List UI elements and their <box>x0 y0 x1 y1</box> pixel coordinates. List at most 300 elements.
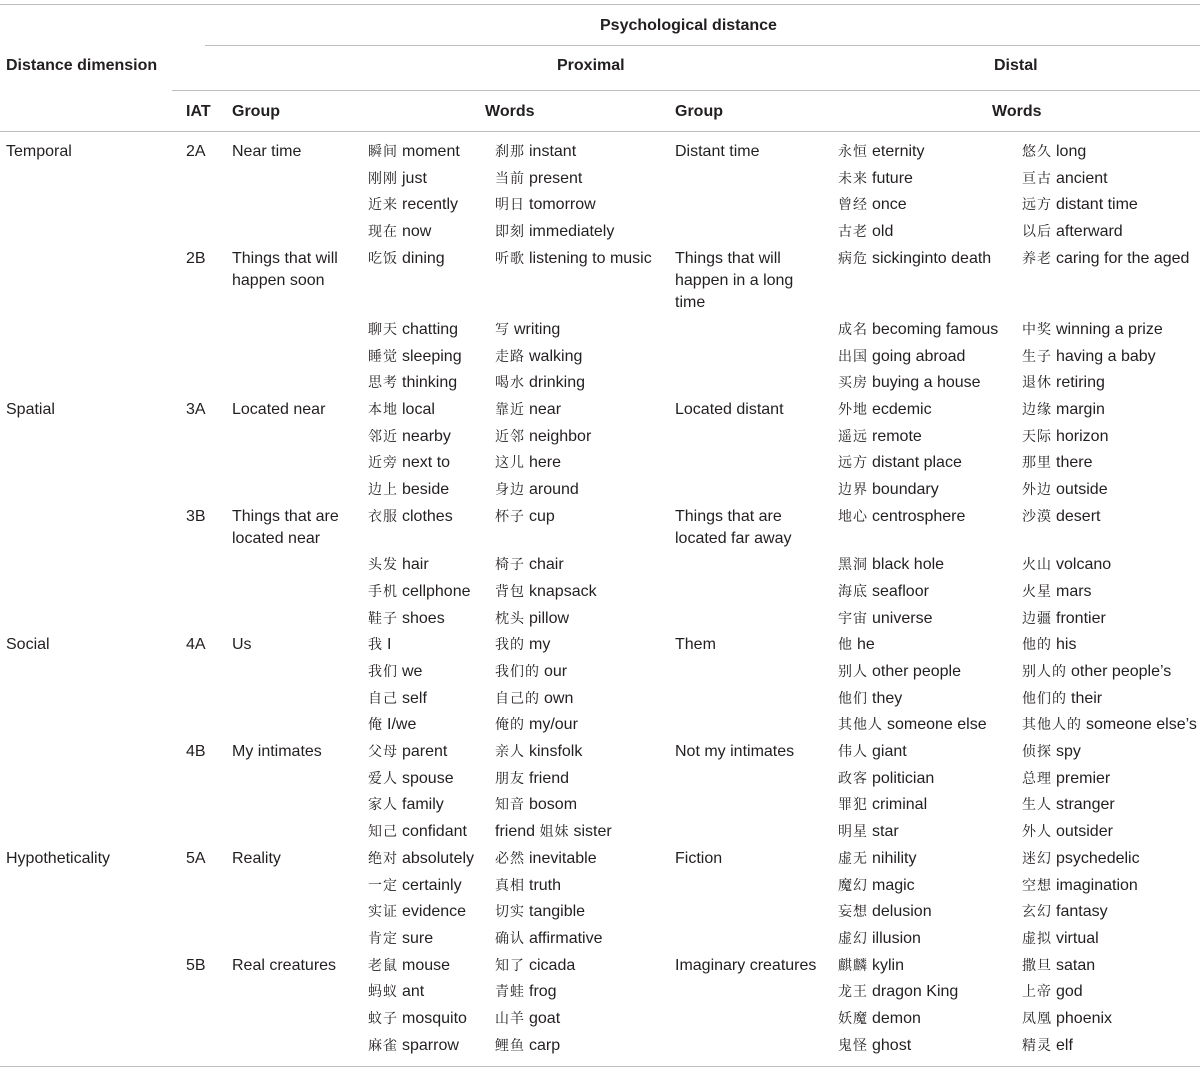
word-chinese: 姐妹 <box>539 824 570 840</box>
word-english: old <box>872 223 894 240</box>
distal-word-1 <box>838 794 927 816</box>
word-english: beside <box>402 481 450 498</box>
word-english: carp <box>529 1037 561 1054</box>
word-chinese: 外人 <box>1022 824 1052 840</box>
word-chinese: 蚊子 <box>368 1011 398 1027</box>
word-chinese: 我们的 <box>495 664 540 680</box>
distal-word-1 <box>838 714 987 736</box>
distal-word-1 <box>838 554 944 576</box>
word-english: delusion <box>872 903 932 920</box>
word-chinese: 肯定 <box>368 931 398 947</box>
word-english: pillow <box>529 610 570 627</box>
word-english: neighbor <box>529 428 592 445</box>
proximal-word-1 <box>368 506 453 528</box>
word-english: star <box>872 823 899 840</box>
distal-word-2 <box>1022 426 1108 448</box>
distal-word-2 <box>1022 794 1115 816</box>
proximal-word-2 <box>495 794 577 816</box>
word-chinese: 成名 <box>838 322 868 338</box>
word-chinese: 椅子 <box>495 557 525 573</box>
distal-word-1 <box>838 955 904 977</box>
word-chinese: 伟人 <box>838 744 868 760</box>
word-english: just <box>402 170 427 187</box>
word-chinese: 虚拟 <box>1022 931 1052 947</box>
proximal-word-2 <box>495 506 555 528</box>
word-chinese: 朋友 <box>495 771 525 787</box>
iat-cell: 3B <box>186 508 206 525</box>
proximal-word-1 <box>368 221 431 243</box>
iat-cell: 5B <box>186 957 206 974</box>
word-chinese: 亘古 <box>1022 171 1052 187</box>
proximal-word-2 <box>495 875 561 897</box>
word-english: premier <box>1056 770 1111 787</box>
word-english: tomorrow <box>529 196 596 213</box>
word-chinese: 当前 <box>495 171 525 187</box>
word-english: our <box>544 663 568 680</box>
distal-word-2 <box>1022 875 1138 897</box>
word-english: clothes <box>402 508 453 525</box>
distal-word-1 <box>838 506 965 528</box>
word-english: someone else <box>887 716 987 733</box>
header-proximal: Proximal <box>557 57 625 74</box>
word-english: kylin <box>872 957 905 974</box>
word-english: certainly <box>402 877 462 894</box>
distal-word-1 <box>838 399 932 421</box>
distal-word-1 <box>838 141 924 163</box>
proximal-word-2 <box>495 141 576 163</box>
distal-word-2 <box>1022 194 1138 216</box>
distal-word-2 <box>1022 1008 1112 1030</box>
word-chinese: 玄幻 <box>1022 904 1052 920</box>
word-chinese: 本地 <box>368 402 398 418</box>
word-english: afterward <box>1056 223 1123 240</box>
word-chinese: 知了 <box>495 958 525 974</box>
word-english: satan <box>1056 957 1096 974</box>
distal-word-2 <box>1022 168 1108 190</box>
distal-word-2 <box>1022 372 1105 394</box>
word-chinese: 亲人 <box>495 744 525 760</box>
word-english: dragon King <box>872 983 959 1000</box>
distal-word-2 <box>1022 346 1156 368</box>
word-english: self <box>402 690 427 707</box>
word-english: now <box>402 223 432 240</box>
word-chinese: 虚幻 <box>838 931 868 947</box>
word-chinese: 鲤鱼 <box>495 1038 525 1054</box>
proximal-word-2 <box>495 608 569 630</box>
word-english: confidant <box>402 823 467 840</box>
word-chinese: 他们的 <box>1022 691 1067 707</box>
header-rule-1 <box>205 45 1200 46</box>
word-english: nearby <box>402 428 451 445</box>
distal-group-cell: Located distant <box>675 401 784 418</box>
word-english: distant place <box>872 454 962 471</box>
distal-word-2 <box>1022 399 1105 421</box>
word-english: drinking <box>529 374 586 391</box>
word-english: absolutely <box>402 850 475 867</box>
word-chinese: 侦探 <box>1022 744 1052 760</box>
word-chinese: 古老 <box>838 224 868 240</box>
distal-word-1 <box>838 661 961 683</box>
word-chinese: 靠近 <box>495 402 525 418</box>
word-english: he <box>857 636 875 653</box>
distal-word-1 <box>838 928 921 950</box>
word-english: becoming famous <box>872 321 999 338</box>
proximal-word-2 <box>495 901 585 923</box>
proximal-word-2 <box>495 981 557 1003</box>
header-group-distal: Group <box>675 103 723 120</box>
word-chinese: 知音 <box>495 797 525 813</box>
word-english: there <box>1056 454 1093 471</box>
proximal-group-cell: Located near <box>232 401 326 418</box>
word-chinese: 确认 <box>495 931 525 947</box>
word-english: family <box>402 796 444 813</box>
word-english: virtual <box>1056 930 1099 947</box>
word-chinese: 吃饭 <box>368 251 398 267</box>
word-chinese: 父母 <box>368 744 398 760</box>
word-chinese: 边疆 <box>1022 611 1052 627</box>
proximal-word-1 <box>368 768 454 790</box>
word-english: present <box>529 170 583 187</box>
proximal-word-1 <box>368 141 460 163</box>
distal-group-cell: located far away <box>675 530 792 547</box>
word-english: I/we <box>387 716 417 733</box>
proximal-word-1 <box>368 714 416 736</box>
word-english: spouse <box>402 770 454 787</box>
proximal-group-cell: Near time <box>232 143 302 160</box>
header-rule-2 <box>172 90 1200 91</box>
word-english: universe <box>872 610 933 627</box>
word-english: mouse <box>402 957 451 974</box>
word-english: magic <box>872 877 915 894</box>
word-chinese: 沙漠 <box>1022 509 1052 525</box>
proximal-word-1 <box>368 452 450 474</box>
distal-group-cell: Distant time <box>675 143 760 160</box>
word-chinese: 边缘 <box>1022 402 1052 418</box>
distal-word-2 <box>1022 479 1108 501</box>
word-english: immediately <box>529 223 615 240</box>
proximal-word-1 <box>368 319 458 341</box>
word-chinese: 身边 <box>495 482 525 498</box>
word-chinese: 那里 <box>1022 455 1052 471</box>
word-english: long <box>1056 143 1087 160</box>
word-english: sister <box>573 823 612 840</box>
distal-word-2 <box>1022 608 1106 630</box>
distal-word-1 <box>838 741 907 763</box>
iat-cell: 4B <box>186 743 206 760</box>
word-english: they <box>872 690 903 707</box>
distal-word-1 <box>838 848 916 870</box>
word-chinese: 听歌 <box>495 251 525 267</box>
word-english: truth <box>529 877 562 894</box>
proximal-word-2 <box>495 248 652 270</box>
word-chinese: 刚刚 <box>368 171 398 187</box>
proximal-word-1 <box>368 741 447 763</box>
proximal-group-cell: located near <box>232 530 321 547</box>
word-english: ancient <box>1056 170 1108 187</box>
word-chinese: 政客 <box>838 771 868 787</box>
word-chinese: 凤凰 <box>1022 1011 1052 1027</box>
word-english: cup <box>529 508 555 525</box>
proximal-word-2 <box>495 479 579 501</box>
word-english: god <box>1056 983 1083 1000</box>
word-english: thinking <box>402 374 458 391</box>
proximal-group-cell: My intimates <box>232 743 322 760</box>
proximal-word-1 <box>368 848 474 870</box>
word-english: psychedelic <box>1056 850 1140 867</box>
word-english: outsider <box>1056 823 1113 840</box>
word-english: moment <box>402 143 460 160</box>
word-english: going abroad <box>872 348 966 365</box>
proximal-word-1 <box>368 794 444 816</box>
header-iat: IAT <box>186 103 211 120</box>
word-english: illusion <box>872 930 921 947</box>
proximal-word-2 <box>495 581 597 603</box>
word-english: chatting <box>402 321 459 338</box>
proximal-word-1 <box>368 955 450 977</box>
word-chinese: 麻雀 <box>368 1038 398 1054</box>
word-english: fantasy <box>1056 903 1108 920</box>
proximal-word-1 <box>368 981 424 1003</box>
proximal-word-2 <box>495 848 597 870</box>
distal-word-1 <box>838 875 915 897</box>
word-english: giant <box>872 743 907 760</box>
word-english: caring for the aged <box>1056 250 1190 267</box>
word-chinese: 外边 <box>1022 482 1052 498</box>
word-english: cicada <box>529 957 576 974</box>
proximal-word-2 <box>495 168 582 190</box>
bottom-rule <box>0 1066 1200 1067</box>
word-english: instant <box>529 143 577 160</box>
word-chinese: 其他人 <box>838 717 883 733</box>
word-chinese: 家人 <box>368 797 398 813</box>
word-chinese: 近来 <box>368 197 398 213</box>
proximal-word-1 <box>368 248 445 270</box>
word-english: my/our <box>529 716 578 733</box>
word-chinese: 俺的 <box>495 717 525 733</box>
word-chinese: 喝水 <box>495 375 525 391</box>
word-chinese: 总理 <box>1022 771 1052 787</box>
word-english: ghost <box>872 1037 912 1054</box>
distal-word-1 <box>838 581 929 603</box>
distal-word-2 <box>1022 554 1111 576</box>
word-english: buying a house <box>872 374 981 391</box>
distal-word-2 <box>1022 221 1123 243</box>
word-english: parent <box>402 743 448 760</box>
distal-word-2 <box>1022 768 1110 790</box>
word-english: tangible <box>529 903 586 920</box>
word-english: outside <box>1056 481 1108 498</box>
word-english: boundary <box>872 481 939 498</box>
word-english: black hole <box>872 556 945 573</box>
header-words-distal: Words <box>992 103 1042 120</box>
word-english: other people <box>872 663 961 680</box>
word-english: affirmative <box>529 930 603 947</box>
word-english: walking <box>529 348 583 365</box>
word-chinese: 他 <box>838 637 853 653</box>
distal-group-cell: happen in a long <box>675 272 794 289</box>
proximal-word-1 <box>368 634 391 656</box>
word-chinese: 现在 <box>368 224 398 240</box>
word-chinese: 切实 <box>495 904 525 920</box>
word-chinese: 生子 <box>1022 349 1052 365</box>
word-chinese: 以后 <box>1022 224 1052 240</box>
word-chinese: 病危 <box>838 251 868 267</box>
proximal-word-1 <box>368 928 433 950</box>
distal-word-1 <box>838 319 998 341</box>
proximal-word-1 <box>368 821 467 843</box>
word-chinese: 鬼怪 <box>838 1038 868 1054</box>
distal-word-2 <box>1022 981 1083 1003</box>
header-group-proximal: Group <box>232 103 280 120</box>
distal-word-2 <box>1022 506 1100 528</box>
iat-cell: 4A <box>186 636 206 653</box>
word-english: sure <box>402 930 434 947</box>
proximal-word-2 <box>495 221 614 243</box>
proximal-word-2 <box>495 661 567 683</box>
word-english: mosquito <box>402 1010 467 1027</box>
word-chinese: 聊天 <box>368 322 398 338</box>
distal-word-1 <box>838 1035 911 1057</box>
word-english: kinsfolk <box>529 743 583 760</box>
word-english: shoes <box>402 610 445 627</box>
word-chinese: 上帝 <box>1022 984 1052 1000</box>
word-chinese: 外地 <box>838 402 868 418</box>
word-english: local <box>402 401 435 418</box>
distal-group-cell: time <box>675 294 706 311</box>
distal-word-1 <box>838 634 875 656</box>
proximal-group-cell: Reality <box>232 850 281 867</box>
word-chinese: 火山 <box>1022 557 1052 573</box>
word-chinese: 别人 <box>838 664 868 680</box>
distal-group-cell: Fiction <box>675 850 723 867</box>
word-chinese: 背包 <box>495 584 525 600</box>
word-chinese: 退休 <box>1022 375 1052 391</box>
word-chinese: 必然 <box>495 851 525 867</box>
proximal-word-2 <box>495 768 569 790</box>
word-chinese: 悠久 <box>1022 144 1052 160</box>
word-chinese: 自己的 <box>495 691 540 707</box>
distal-word-2 <box>1022 319 1163 341</box>
proximal-word-1 <box>368 399 435 421</box>
distal-word-2 <box>1022 248 1189 270</box>
distal-word-1 <box>838 194 907 216</box>
proximal-word-1 <box>368 1008 467 1030</box>
distal-word-2 <box>1022 661 1171 683</box>
word-chinese: 罪犯 <box>838 797 868 813</box>
word-chinese: 妖魔 <box>838 1011 868 1027</box>
distal-word-2 <box>1022 848 1140 870</box>
word-english: remote <box>872 428 922 445</box>
proximal-word-2 <box>495 688 573 710</box>
word-english: their <box>1071 690 1103 707</box>
word-chinese: 我们 <box>368 664 398 680</box>
word-chinese: 实证 <box>368 904 398 920</box>
word-english: nihility <box>872 850 917 867</box>
iat-cell: 5A <box>186 850 206 867</box>
word-chinese: 这儿 <box>495 455 525 471</box>
proximal-word-2 <box>495 426 591 448</box>
distal-word-2 <box>1022 955 1095 977</box>
distal-word-1 <box>838 426 922 448</box>
word-chinese: 走路 <box>495 349 525 365</box>
word-chinese: 衣服 <box>368 509 398 525</box>
word-english: eternity <box>872 143 925 160</box>
word-chinese: 青蛙 <box>495 984 525 1000</box>
word-english: chair <box>529 556 564 573</box>
distal-word-2 <box>1022 141 1086 163</box>
word-chinese: 蚂蚁 <box>368 984 398 1000</box>
distal-word-2 <box>1022 928 1099 950</box>
word-chinese: 绝对 <box>368 851 398 867</box>
word-chinese: 瞬间 <box>368 144 398 160</box>
word-english: once <box>872 196 907 213</box>
word-chinese: 边界 <box>838 482 868 498</box>
proximal-word-1 <box>368 426 451 448</box>
proximal-group-cell: happen soon <box>232 272 325 289</box>
distal-word-2 <box>1022 714 1197 736</box>
word-english: politician <box>872 770 935 787</box>
word-english: imagination <box>1056 877 1138 894</box>
word-chinese: 远方 <box>1022 197 1052 213</box>
word-english: sparrow <box>402 1037 459 1054</box>
word-chinese: 明星 <box>838 824 868 840</box>
distal-word-2 <box>1022 634 1076 656</box>
word-chinese: 海底 <box>838 584 868 600</box>
proximal-word-1 <box>368 554 429 576</box>
word-chinese: 俺 <box>368 717 383 733</box>
distal-group-cell: Imaginary creatures <box>675 957 817 974</box>
word-english: cellphone <box>402 583 471 600</box>
proximal-word-2 <box>495 955 575 977</box>
distal-word-1 <box>838 221 893 243</box>
word-chinese: 曾经 <box>838 197 868 213</box>
proximal-word-1 <box>368 901 466 923</box>
word-chinese: 天际 <box>1022 429 1052 445</box>
header-psychological-distance: Psychological distance <box>600 17 777 34</box>
word-chinese: 明日 <box>495 197 525 213</box>
distance-dimension-cell: Social <box>6 636 50 653</box>
header-bottom-rule <box>0 131 1200 132</box>
proximal-word-2 <box>495 741 582 763</box>
distal-word-1 <box>838 452 962 474</box>
word-english: inevitable <box>529 850 597 867</box>
word-english: retiring <box>1056 374 1105 391</box>
proximal-group-cell: Things that are <box>232 508 339 525</box>
word-english: having a baby <box>1056 348 1156 365</box>
word-english: elf <box>1056 1037 1073 1054</box>
proximal-word-1 <box>368 194 458 216</box>
word-english: own <box>544 690 574 707</box>
word-english: next to <box>402 454 451 471</box>
word-english: we <box>402 663 423 680</box>
word-chinese: 黑洞 <box>838 557 868 573</box>
word-chinese: 永恒 <box>838 144 868 160</box>
word-chinese: 我的 <box>495 637 525 653</box>
proximal-word-2 <box>495 346 582 368</box>
word-chinese: 思考 <box>368 375 398 391</box>
distal-group-cell: Not my intimates <box>675 743 795 760</box>
distal-word-1 <box>838 608 932 630</box>
word-chinese: 撒旦 <box>1022 958 1052 974</box>
word-chinese: 宇宙 <box>838 611 868 627</box>
proximal-word-1 <box>368 346 462 368</box>
word-chinese: 睡觉 <box>368 349 398 365</box>
word-chinese: 买房 <box>838 375 868 391</box>
word-chinese: 生人 <box>1022 797 1052 813</box>
word-chinese: 中奖 <box>1022 322 1052 338</box>
word-chinese: 麒麟 <box>838 958 868 974</box>
proximal-word-2 <box>495 554 564 576</box>
